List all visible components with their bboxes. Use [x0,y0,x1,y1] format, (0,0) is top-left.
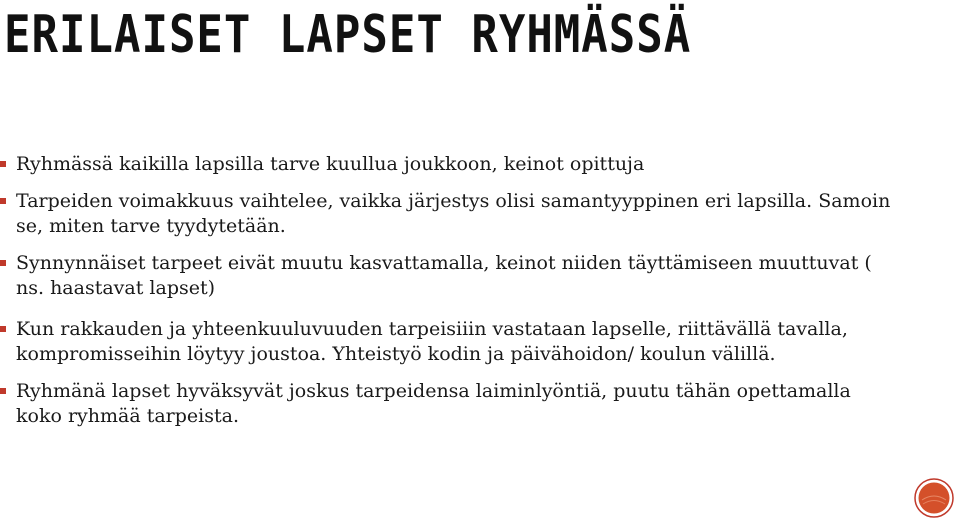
bullet-text: Ryhmässä kaikilla lapsilla tarve kuullua joukkoon, keinot opittuja [16,153,645,175]
circle-logo-icon [914,478,954,518]
bullet-text: Synnynnäiset tarpeet eivät muutu kasvattamalla, keinot niiden täyttämiseen muuttuvat ( ns. haastavat lapset) [16,252,872,299]
bullet-item [0,379,900,429]
bullet-item [0,189,900,239]
bullet-text: Ryhmänä lapset hyväksyvät joskus tarpeidensa laiminlyöntiä, puutu tähän opettamalla koko ryhmää tarpeista. [16,380,851,427]
bullet-item [0,152,900,177]
bullet-text: Kun rakkauden ja yhteenkuuluvuuden tarpeisiiin vastataan lapselle, riittävällä tavalla, kompromisseihin löytyy joustoa. Yhteistyö kodin ja päivähoidon/ koulun välillä. [16,318,848,365]
square-bullet-icon [0,198,6,204]
square-bullet-icon [0,260,6,266]
slide-title: ERILAISET LAPSET RYHMÄSSÄ [4,4,692,65]
bullet-text: Tarpeiden voimakkuus vaihtelee, vaikka järjestys olisi samantyyppinen eri lapsilla. Samoin se, miten tarve tyydytetään. [16,190,891,237]
square-bullet-icon [0,388,6,394]
bullet-list [0,152,900,441]
square-bullet-icon [0,161,6,167]
bullet-item [0,251,900,301]
square-bullet-icon [0,326,6,332]
bullet-item [0,317,900,367]
